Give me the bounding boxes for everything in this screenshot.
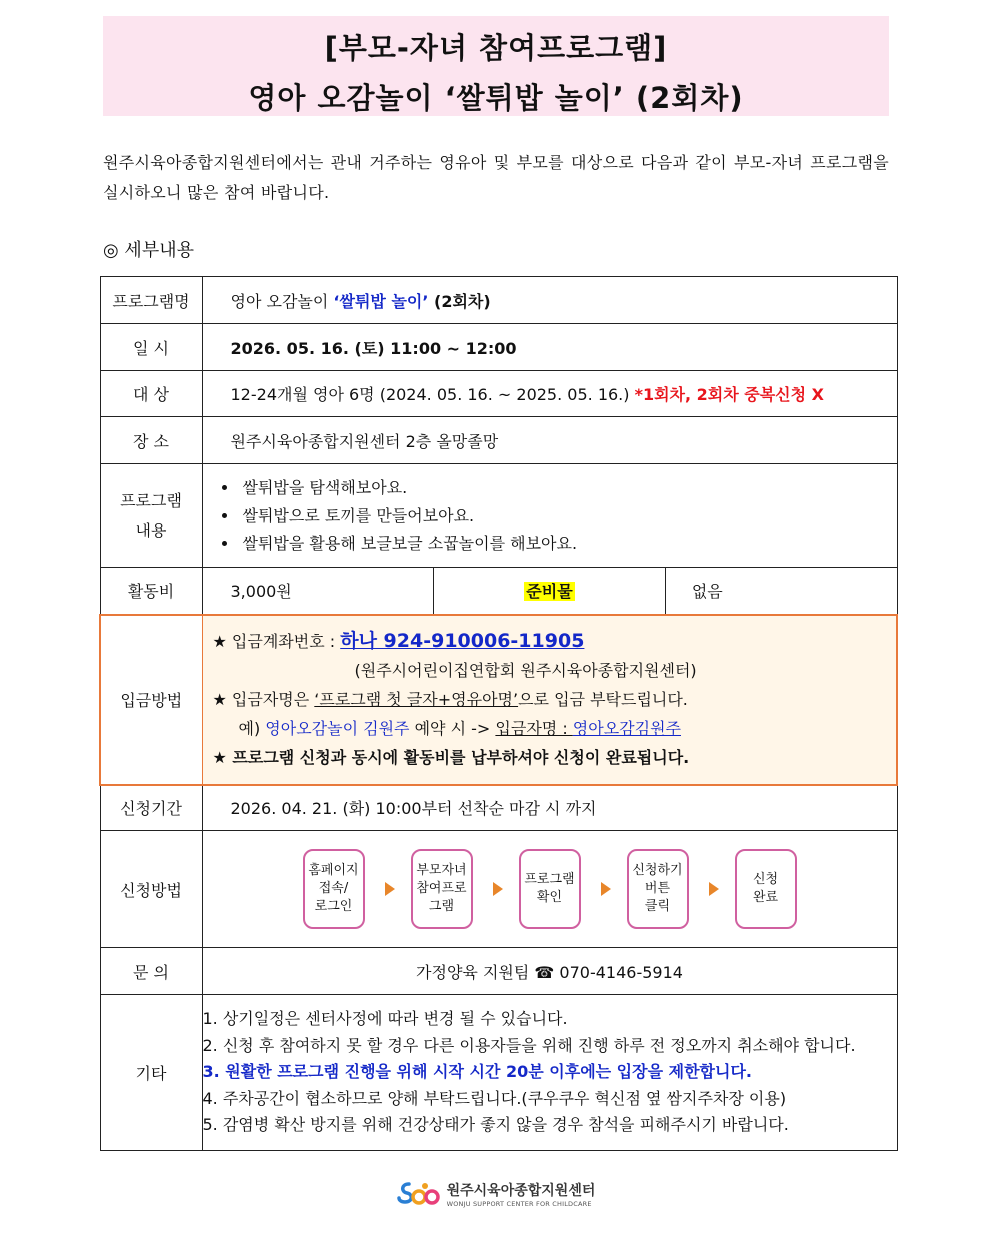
- arrow-right-icon: [601, 882, 611, 896]
- arrow-right-icon: [493, 882, 503, 896]
- payment-notice: ★ 프로그램 신청과 동시에 활동비를 납부하셔야 신청이 완료됩니다.: [212, 748, 690, 767]
- etc-item: 2. 신청 후 참여하지 못 할 경우 다른 이용자들을 위해 진행 하루 전 정오까지 취소해야 합니다.: [202, 1035, 856, 1055]
- value-method: [202, 831, 897, 948]
- row-target: [100, 371, 897, 417]
- value-content: [202, 464, 897, 568]
- title-line-1: [부모-자녀 참여프로그램]: [324, 31, 668, 65]
- etc-item: 1. 상기일정은 센터사정에 따라 변경 될 수 있습니다.: [202, 1009, 568, 1029]
- value-etc: [202, 995, 897, 1151]
- section-title: ◎ 세부내용: [103, 240, 194, 261]
- value-date: 2026. 05. 16. (토) 11:00 ~ 12:00: [202, 324, 897, 371]
- row-place: [100, 417, 897, 464]
- etc-item: 3. 원활한 프로그램 진행을 위해 시작 시간 20분 이후에는 입장을 제한합니다.: [202, 1062, 752, 1082]
- row-etc: [100, 995, 897, 1151]
- center-name-english: WONJU SUPPORT CENTER FOR CHILDCARE: [446, 1200, 592, 1208]
- footer-logo: [0, 1180, 992, 1208]
- step-program-check: 프로그램 확인: [519, 849, 581, 929]
- center-name: 원주시육아종합지원센터: [446, 1183, 596, 1199]
- program-highlight: ‘쌀튀밥 놀이’: [333, 291, 429, 311]
- step-homepage: 홈페이지 접속/ 로그인: [303, 849, 365, 929]
- etc-item: 4. 주차공간이 협소하므로 양해 부탁드립니다.(쿠우쿠우 혁신점 옆 쌈지주차장 이용): [202, 1088, 787, 1108]
- value-contact: 가정양육 지원팀 ☎ 070-4146-5914: [202, 948, 897, 995]
- value-period: 2026. 04. 21. (화) 10:00부터 선착순 마감 시 까지: [202, 785, 897, 831]
- step-apply-button: 신청하기 버튼 클릭: [627, 849, 689, 929]
- label-prep: 준비물: [434, 568, 666, 615]
- row-period: [100, 785, 897, 831]
- apply-steps: [203, 831, 897, 947]
- label-program: 프로그램명: [100, 277, 202, 324]
- step-parent-child: 부모자녀 참여프로 그램: [411, 849, 473, 929]
- value-payment: ★ 입금계좌번호 : 하나 924-910006-11905 (원주시어린이집연합회 원주시육아종합지원센터) ★ 입금자명은 ‘프로그램 첫 글자+영유아명’으로 입금 부탁드립니다. 예) 영아오감놀이 김원주 예약 시 -> 입금자명 : 영아오감김원주 ★ 프로그램 신청과 동시에 활동비를 납부하셔야 신청이 완료됩니다.: [202, 615, 897, 785]
- title-line-2: 영아 오감놀이 ‘쌀튀밥 놀이’ (2회차): [248, 81, 744, 115]
- account-number: 하나 924-910006-11905: [340, 630, 585, 652]
- label-date: 일 시: [100, 324, 202, 371]
- intro-text: 원주시육아종합지원센터에서는 관내 거주하는 영유아 및 부모를 대상으로 다음과 같이 부모-자녀 프로그램을 실시하오니 많은 참여 바랍니다.: [103, 153, 889, 202]
- value-place: 원주시육아종합지원센터 2층 올망졸망: [202, 417, 897, 464]
- label-target: 대 상: [100, 371, 202, 417]
- arrow-right-icon: [385, 882, 395, 896]
- row-fee: [100, 568, 897, 615]
- step-complete: 신청 완료: [735, 849, 797, 929]
- content-item: • 쌀튀밥을 활용해 보글보글 소꿉놀이를 해보아요.: [239, 530, 897, 558]
- row-contact: [100, 948, 897, 995]
- row-date: [100, 324, 897, 371]
- label-period: 신청기간: [100, 785, 202, 831]
- row-program: [100, 277, 897, 324]
- label-method: 신청방법: [100, 831, 202, 948]
- account-holder: (원주시어린이집연합회 원주시육아종합지원센터): [354, 661, 697, 680]
- label-fee: 활동비: [100, 568, 202, 615]
- center-logo-icon: [397, 1180, 441, 1208]
- value-program: 영아 오감놀이 ‘쌀튀밥 놀이’ (2회차): [202, 277, 897, 324]
- value-fee: 3,000원: [202, 568, 434, 615]
- label-etc: 기타: [100, 995, 202, 1151]
- content-item: • 쌀튀밥으로 토끼를 만들어보아요.: [239, 502, 897, 530]
- row-method: [100, 831, 897, 948]
- name-rule: ‘프로그램 첫 글자+영유아명’: [314, 690, 519, 709]
- duplicate-note: *1회차, 2회차 중복신청 X: [634, 385, 824, 404]
- row-content: [100, 464, 897, 568]
- info-table: [99, 276, 898, 1151]
- arrow-right-icon: [709, 882, 719, 896]
- label-contact: 문 의: [100, 948, 202, 995]
- row-payment: [100, 615, 897, 785]
- value-prep: 없음: [665, 568, 897, 615]
- content-item: • 쌀튀밥을 탐색해보아요.: [239, 474, 897, 502]
- etc-item: 5. 감염병 확산 방지를 위해 건강상태가 좋지 않을 경우 참석을 피해주시기 바랍니다.: [202, 1115, 789, 1135]
- label-content: 프로그램 내용: [100, 464, 202, 568]
- label-payment: 입금방법: [100, 615, 202, 785]
- title-banner: [103, 16, 889, 116]
- label-place: 장 소: [100, 417, 202, 464]
- value-target: 12-24개월 영아 6명 (2024. 05. 16. ~ 2025. 05. 16.) *1회차, 2회차 중복신청 X: [202, 371, 897, 417]
